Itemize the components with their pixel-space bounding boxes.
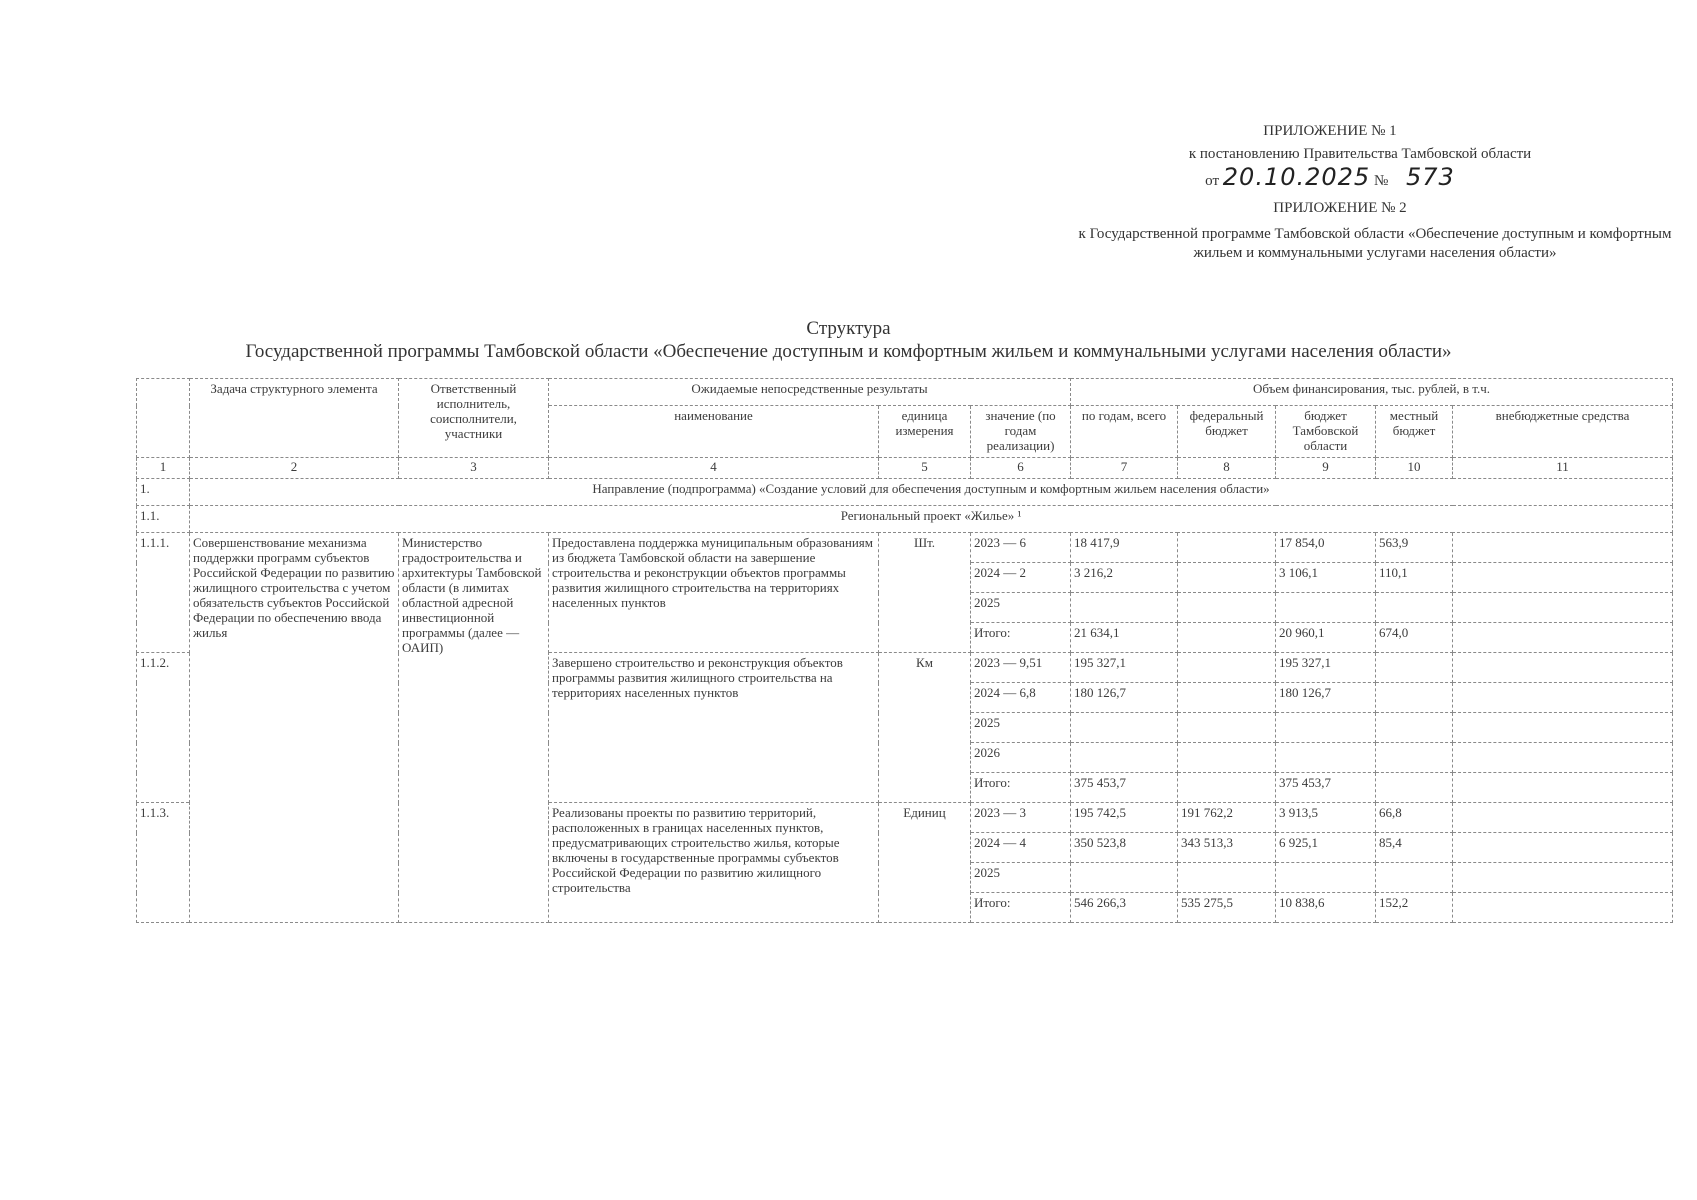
regional-cell: 180 126,7	[1276, 683, 1376, 713]
section-title: Направление (подпрограмма) «Создание условий для обеспечения доступным и комфортным жильем населения области»	[190, 479, 1673, 506]
federal-cell	[1178, 863, 1276, 893]
col-number: 5	[879, 458, 971, 479]
local-cell: 66,8	[1376, 803, 1453, 833]
date-prefix: от	[1205, 173, 1220, 189]
federal-cell	[1178, 773, 1276, 803]
header-local: местный бюджет	[1376, 406, 1453, 458]
handwritten-date: 20.10.2025	[1222, 163, 1371, 191]
value-cell: 2025	[971, 593, 1071, 623]
offbudget-cell	[1453, 773, 1673, 803]
offbudget-cell	[1453, 593, 1673, 623]
local-cell: 85,4	[1376, 833, 1453, 863]
value-cell: 2023 — 6	[971, 533, 1071, 563]
regional-cell: 3 913,5	[1276, 803, 1376, 833]
local-cell: 563,9	[1376, 533, 1453, 563]
value-cell: Итого:	[971, 893, 1071, 923]
federal-cell	[1178, 533, 1276, 563]
federal-cell	[1178, 593, 1276, 623]
resolution-date-line	[1150, 163, 1510, 196]
regional-cell: 6 925,1	[1276, 833, 1376, 863]
section-number: 1.	[137, 479, 190, 506]
local-cell: 674,0	[1376, 623, 1453, 653]
value-cell: 2024 — 2	[971, 563, 1071, 593]
document-title: Структура	[806, 318, 891, 339]
regional-cell: 20 960,1	[1276, 623, 1376, 653]
value-cell: 2024 — 6,8	[971, 683, 1071, 713]
offbudget-cell	[1453, 803, 1673, 833]
value-cell: 2024 — 4	[971, 833, 1071, 863]
section-number: 1.1.	[137, 506, 190, 533]
local-cell	[1376, 653, 1453, 683]
col-number: 6	[971, 458, 1071, 479]
total-cell	[1071, 593, 1178, 623]
header-name: наименование	[549, 406, 879, 458]
federal-cell: 191 762,2	[1178, 803, 1276, 833]
federal-cell	[1178, 623, 1276, 653]
total-cell: 546 266,3	[1071, 893, 1178, 923]
offbudget-cell	[1453, 623, 1673, 653]
col-number: 9	[1276, 458, 1376, 479]
offbudget-cell	[1453, 653, 1673, 683]
regional-cell: 10 838,6	[1276, 893, 1376, 923]
regional-cell: 375 453,7	[1276, 773, 1376, 803]
total-cell: 195 327,1	[1071, 653, 1178, 683]
total-cell: 21 634,1	[1071, 623, 1178, 653]
task-description: Совершенствование механизма поддержки программ субъектов Российской Федерации по развитию жилищного строительства с учетом обязательств субъектов Российской Федерации по обеспечению ввода жилья	[190, 533, 399, 923]
local-cell	[1376, 713, 1453, 743]
item-number: 1.1.3.	[137, 803, 190, 923]
total-cell: 18 417,9	[1071, 533, 1178, 563]
result-name: Предоставлена поддержка муниципальным образованиям из бюджета Тамбовской области на завершение строительства и реконструкции объектов программы развития жилищного строительства на территориях населенных пунктов	[549, 533, 879, 653]
handwritten-number: 573	[1406, 163, 1455, 191]
col-number: 4	[549, 458, 879, 479]
header-value: значение (по годам реализации)	[971, 406, 1071, 458]
number-sign: №	[1373, 173, 1389, 189]
value-cell: 2026	[971, 743, 1071, 773]
col-number: 1	[137, 458, 190, 479]
result-name: Завершено строительство и реконструкция объектов программы развития жилищного строительства на территориях населенных пунктов	[549, 653, 879, 803]
federal-cell: 343 513,3	[1178, 833, 1276, 863]
item-number: 1.1.1.	[137, 533, 190, 653]
header-responsible: Ответственный исполнитель, соисполнители, участники	[399, 379, 549, 458]
total-cell: 350 523,8	[1071, 833, 1178, 863]
result-name: Реализованы проекты по развитию территорий, расположенных в границах населенных пунктов, предусматривающих строительство жилья, которые включены в государственные программы субъектов Российской Федерации по развитию жилищного строительства	[549, 803, 879, 923]
program-structure-table	[136, 378, 1673, 923]
document-subtitle: Государственной программы Тамбовской области «Обеспечение доступным и комфортным жильем и коммунальными услугами населения области»	[245, 341, 1452, 362]
col-number: 3	[399, 458, 549, 479]
appendix-2-heading: ПРИЛОЖЕНИЕ № 2	[1273, 200, 1407, 216]
offbudget-cell	[1453, 533, 1673, 563]
regional-cell	[1276, 593, 1376, 623]
regional-cell: 3 106,1	[1276, 563, 1376, 593]
value-cell: 2025	[971, 713, 1071, 743]
federal-cell	[1178, 653, 1276, 683]
local-cell	[1376, 863, 1453, 893]
header-task: Задача структурного элемента	[190, 379, 399, 458]
col-number: 8	[1178, 458, 1276, 479]
total-cell: 3 216,2	[1071, 563, 1178, 593]
value-cell: 2023 — 3	[971, 803, 1071, 833]
offbudget-cell	[1453, 743, 1673, 773]
local-cell	[1376, 743, 1453, 773]
offbudget-cell	[1453, 833, 1673, 863]
value-cell: Итого:	[971, 623, 1071, 653]
header-regional: бюджет Тамбовской области	[1276, 406, 1376, 458]
item-number: 1.1.2.	[137, 653, 190, 803]
total-cell	[1071, 863, 1178, 893]
responsible-description: Министерство градостроительства и архитектуры Тамбовской области (в лимитах областной адресной инвестиционной программы (далее — ОАИП)	[399, 533, 549, 923]
federal-cell	[1178, 713, 1276, 743]
header-num	[137, 379, 190, 458]
local-cell	[1376, 773, 1453, 803]
header-total: по годам, всего	[1071, 406, 1178, 458]
header-unit: единица измерения	[879, 406, 971, 458]
program-reference: к Государственной программе Тамбовской области «Обеспечение доступным и комфортным жильем и коммунальными услугами населения области»	[1078, 226, 1672, 261]
header-funding-group: Объем финансирования, тыс. рублей, в т.ч.	[1071, 379, 1673, 406]
federal-cell	[1178, 563, 1276, 593]
regional-cell: 195 327,1	[1276, 653, 1376, 683]
total-cell: 195 742,5	[1071, 803, 1178, 833]
offbudget-cell	[1453, 713, 1673, 743]
header-results-group: Ожидаемые непосредственные результаты	[549, 379, 1071, 406]
federal-cell	[1178, 743, 1276, 773]
local-cell: 152,2	[1376, 893, 1453, 923]
offbudget-cell	[1453, 863, 1673, 893]
regional-cell	[1276, 863, 1376, 893]
total-cell	[1071, 743, 1178, 773]
col-number: 10	[1376, 458, 1453, 479]
result-unit: Км	[879, 653, 971, 803]
appendix-1-heading: ПРИЛОЖЕНИЕ № 1	[1263, 123, 1397, 139]
offbudget-cell	[1453, 683, 1673, 713]
col-number: 11	[1453, 458, 1673, 479]
total-cell: 180 126,7	[1071, 683, 1178, 713]
federal-cell	[1178, 683, 1276, 713]
value-cell: 2023 — 9,51	[971, 653, 1071, 683]
project-title: Региональный проект «Жилье» ¹	[190, 506, 1673, 533]
value-cell: 2025	[971, 863, 1071, 893]
regional-cell	[1276, 743, 1376, 773]
col-number: 7	[1071, 458, 1178, 479]
total-cell: 375 453,7	[1071, 773, 1178, 803]
result-unit: Единиц	[879, 803, 971, 923]
total-cell	[1071, 713, 1178, 743]
resolution-reference: к постановлению Правительства Тамбовской области	[1188, 146, 1532, 162]
header-offbudget: внебюджетные средства	[1453, 406, 1673, 458]
local-cell: 110,1	[1376, 563, 1453, 593]
offbudget-cell	[1453, 893, 1673, 923]
federal-cell: 535 275,5	[1178, 893, 1276, 923]
value-cell: Итого:	[971, 773, 1071, 803]
regional-cell	[1276, 713, 1376, 743]
offbudget-cell	[1453, 563, 1673, 593]
local-cell	[1376, 683, 1453, 713]
regional-cell: 17 854,0	[1276, 533, 1376, 563]
header-federal: федеральный бюджет	[1178, 406, 1276, 458]
result-unit: Шт.	[879, 533, 971, 653]
col-number: 2	[190, 458, 399, 479]
local-cell	[1376, 593, 1453, 623]
